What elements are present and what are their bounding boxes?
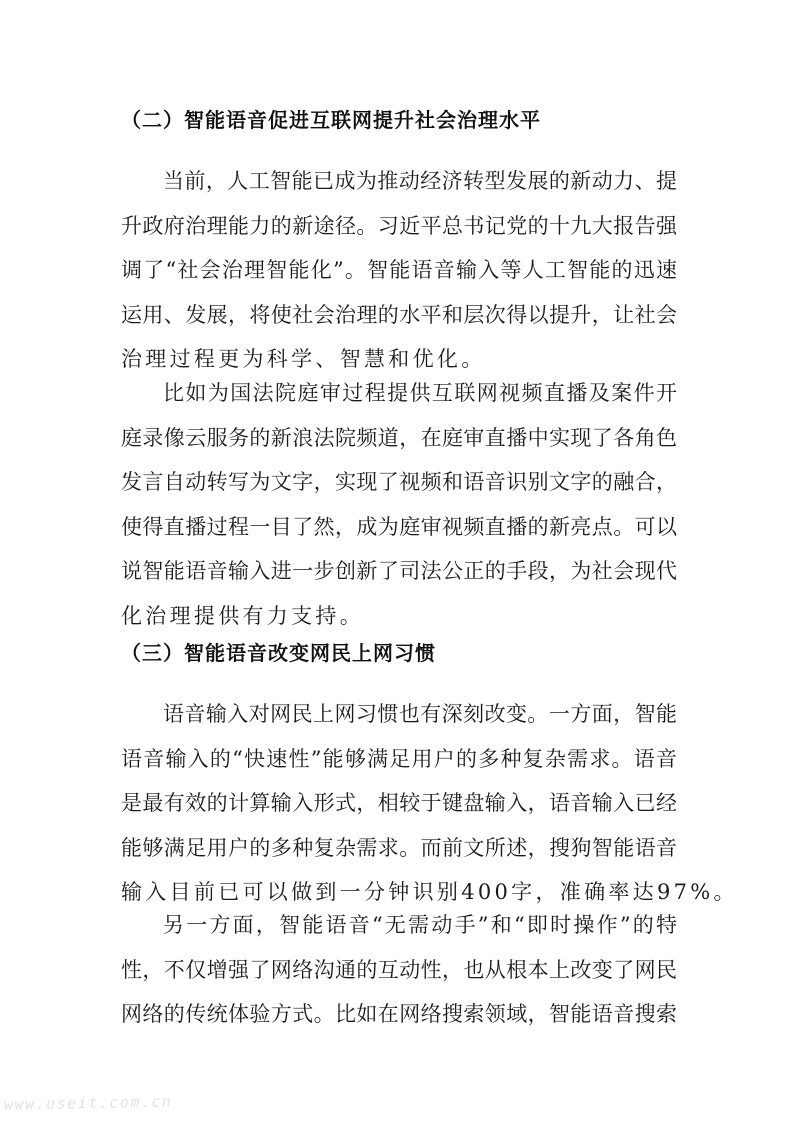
paragraph-line: 庭录像云服务的新浪法院频道，在庭审直播中实现了各角色	[121, 425, 677, 450]
paragraph-line: 比如为国法院庭审过程提供互联网视频直播及案件开	[163, 381, 677, 405]
paragraph-line: 是最有效的计算输入形式，相较于键盘输入，语音输入已经	[121, 791, 677, 815]
paragraph-4	[121, 903, 677, 1037]
paragraph-1	[121, 159, 677, 382]
paragraph-line: 化治理提供有力支持。	[121, 603, 364, 628]
paragraph-line: 另一方面，智能语音“无需动手”和“即时操作”的特	[163, 913, 677, 937]
paragraph-line: 当前，人工智能已成为推动经济转型发展的新动力、提	[163, 169, 677, 193]
paragraph-line: 能够满足用户的多种复杂需求。而前文所述，搜狗智能语音	[121, 835, 677, 860]
paragraph-line: 使得直播过程一目了然，成为庭审视频直播的新亮点。可以	[121, 514, 677, 539]
paragraph-line: 网络的传统体验方式。比如在网络搜索领域，智能语音搜索	[121, 1002, 677, 1026]
paragraph-line: 语音输入的“快速性”能够满足用户的多种复杂需求。语音	[121, 746, 677, 771]
paragraph-line: 调了“社会治理智能化”。智能语音输入等人工智能的迅速	[121, 258, 677, 282]
paragraph-line: 性，不仅增强了网络沟通的互动性，也从根本上改变了网民	[121, 957, 677, 982]
paragraph-line: 治理过程更为科学、智慧和优化。	[121, 347, 486, 371]
watermark: www.useit.com.cn	[3, 1092, 173, 1114]
paragraph-2	[121, 371, 677, 638]
section-heading-2: （二）智能语音促进互联网提升社会治理水平	[121, 108, 541, 132]
paragraph-3	[121, 692, 738, 915]
paragraph-line: 输入目前已可以做到一分钟识别400字，准确率达97%。	[121, 880, 738, 904]
paragraph-line: 说智能语音输入进一步创新了司法公正的手段，为社会现代	[121, 559, 677, 583]
paragraph-line: 运用、发展，将使社会治理的水平和层次得以提升，让社会	[121, 302, 677, 327]
section-heading-3: （三）智能语音改变网民上网习惯	[121, 641, 436, 665]
paragraph-line: 发言自动转写为文字，实现了视频和语音识别文字的融合，	[121, 470, 677, 494]
paragraph-line: 语音输入对网民上网习惯也有深刻改变。一方面，智能	[163, 702, 677, 726]
paragraph-line: 升政府治理能力的新途径。习近平总书记党的十九大报告强	[121, 213, 677, 238]
